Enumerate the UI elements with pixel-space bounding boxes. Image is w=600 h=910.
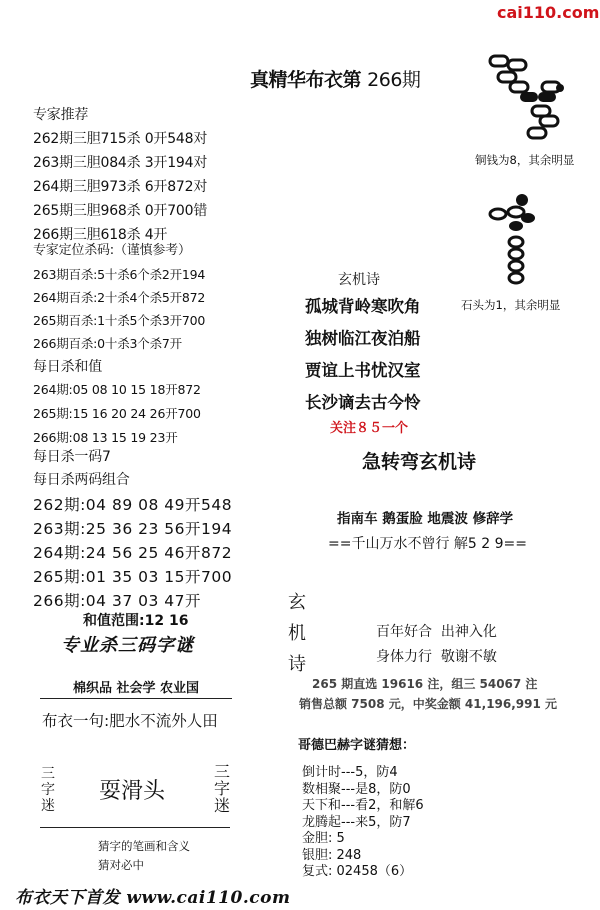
two-code-line: 263期:25 36 23 56开194 <box>33 520 233 538</box>
bead-icon <box>509 221 523 231</box>
divider <box>40 827 230 828</box>
godel-item: 银胆: 248 <box>302 847 362 863</box>
title-text: 真精华布衣第 <box>250 69 362 91</box>
vertical-char: 玄 <box>288 592 306 613</box>
tag-char: 字 <box>213 779 230 798</box>
riddle-hint: 猜字的笔画和含义 <box>98 839 190 853</box>
sum-line: 266期:08 13 15 19 23开 <box>33 430 178 445</box>
tag-char: 字 <box>41 782 55 798</box>
bead-icon <box>509 237 523 247</box>
sum-line: 264期:05 08 10 15 18开872 <box>33 382 201 397</box>
pick-line: 265期三胆968杀 0开700错 <box>33 203 208 219</box>
bead-icon <box>490 56 508 66</box>
figure-caption-2: 石头为1，其余明显 <box>461 298 561 312</box>
xuanji-vertical-label <box>288 587 310 680</box>
proverb: 布衣一句:肥水不流外人田 <box>42 712 218 730</box>
tag-char: 三 <box>41 766 55 782</box>
coin-abacus-figure <box>480 52 572 152</box>
godel-item: 金胆: 5 <box>302 831 345 846</box>
position-line: 266期百杀:0十杀3个杀7开 <box>33 336 182 351</box>
bead-icon <box>508 60 526 70</box>
divider <box>40 698 232 699</box>
coin-icon <box>556 84 564 92</box>
footer-banner: 布衣天下首发 www.cai110.com <box>15 888 291 908</box>
bead-icon <box>508 207 524 217</box>
turn-title: 急转弯玄机诗 <box>362 451 477 473</box>
vertical-char: 诗 <box>288 654 306 675</box>
position-heading: 专家定位杀码:（谨慎参考） <box>33 243 191 258</box>
turn-words: 指南车 鹅蛋脸 地震波 修辞学 <box>337 511 514 527</box>
three-char-riddle-tag-left <box>38 766 58 814</box>
one-code-kill: 每日杀一码7 <box>33 449 111 465</box>
position-line: 263期百杀:5十杀6个杀2开194 <box>33 267 206 282</box>
godel-item: 倒计时---5，防4 <box>302 765 398 780</box>
bead-icon <box>521 213 535 223</box>
bead-icon <box>538 92 556 102</box>
stone-icon <box>516 194 528 206</box>
bead-icon <box>520 92 538 102</box>
stone-abacus-figure <box>484 190 554 285</box>
draw-stats: 265 期直选 19616 注，组三 54067 注 <box>312 677 538 691</box>
pick-line: 264期三胆973杀 6开872对 <box>33 179 208 195</box>
godel-list <box>302 765 502 881</box>
position-line: 265期百杀:1十杀5个杀3开700 <box>33 313 206 328</box>
bead-icon <box>509 249 523 259</box>
riddle-hint: 猜对必中 <box>98 858 144 872</box>
expert-heading: 专家推荐 <box>33 107 89 123</box>
riddle-categories: 棉织品 社会学 农业国 <box>73 681 200 696</box>
godel-item: 天下和---看2，和解6 <box>302 798 424 813</box>
turn-answer: ==千山万水不曾行 解5 2 9== <box>328 536 527 552</box>
pick-line: 262期三胆715杀 0开548对 <box>33 131 208 147</box>
poem-line: 独树临江夜泊船 <box>305 329 421 348</box>
godel-heading: 哥德巴赫字谜猜想： <box>298 738 416 753</box>
godel-item: 龙腾起---来5，防7 <box>302 814 411 830</box>
tag-char: 三 <box>213 762 230 781</box>
xuanji-line: 身体力行 敬谢不敏 <box>376 649 497 665</box>
godel-item: 复式: 02458（6） <box>302 864 413 879</box>
bead-icon <box>540 116 558 126</box>
bead-icon <box>509 273 523 283</box>
pick-line: 266期三胆618杀 4开 <box>33 227 168 243</box>
site-logo: cai110.com <box>497 3 600 22</box>
bead-icon <box>509 261 523 271</box>
bead-icon <box>490 209 506 219</box>
poem-line: 孤城背岭寒吹角 <box>305 297 421 316</box>
pick-line: 263期三胆084杀 3开194对 <box>33 155 208 171</box>
position-line: 264期百杀:2十杀4个杀5开872 <box>33 290 206 305</box>
xuanji-line: 百年好合 出神入化 <box>376 624 497 640</box>
vertical-char: 机 <box>288 623 306 644</box>
focus-note: 关注８５一个 <box>330 421 409 436</box>
page-title <box>250 65 420 92</box>
figure-caption-1: 铜钱为8，其余明显 <box>475 153 575 167</box>
poem-line: 贾谊上书忧汉室 <box>305 361 421 380</box>
godel-item: 数相聚---是8，防0 <box>302 781 411 797</box>
two-code-line: 262期:04 89 08 49开548 <box>33 496 233 514</box>
issue-number: 266期 <box>367 69 421 91</box>
sum-heading: 每日杀和值 <box>33 359 102 375</box>
two-code-heading: 每日杀两码组合 <box>33 472 130 488</box>
riddle-word: 耍滑头 <box>99 779 166 804</box>
riddle-title: 专业杀三码字谜 <box>61 635 194 656</box>
bead-icon <box>510 82 528 92</box>
two-code-line: 264期:24 56 25 46开872 <box>33 544 233 562</box>
bead-icon <box>528 128 546 138</box>
three-char-riddle-tag-right <box>211 763 233 814</box>
sum-line: 265期:15 16 20 24 26开700 <box>33 406 201 421</box>
tag-char: 迷 <box>41 798 55 814</box>
two-code-line: 265期:01 35 03 15开700 <box>33 568 233 586</box>
tag-char: 迷 <box>213 796 230 815</box>
poem-heading: 玄机诗 <box>338 272 380 288</box>
bead-icon <box>498 72 516 82</box>
sales-stats: 销售总额 7508 元，中奖金额 41,196,991 元 <box>299 697 558 711</box>
two-code-line: 266期:04 37 03 47开 <box>33 592 201 610</box>
poem-line: 长沙谪去古今怜 <box>305 393 421 412</box>
sum-range: 和值范围:12 16 <box>83 613 189 629</box>
